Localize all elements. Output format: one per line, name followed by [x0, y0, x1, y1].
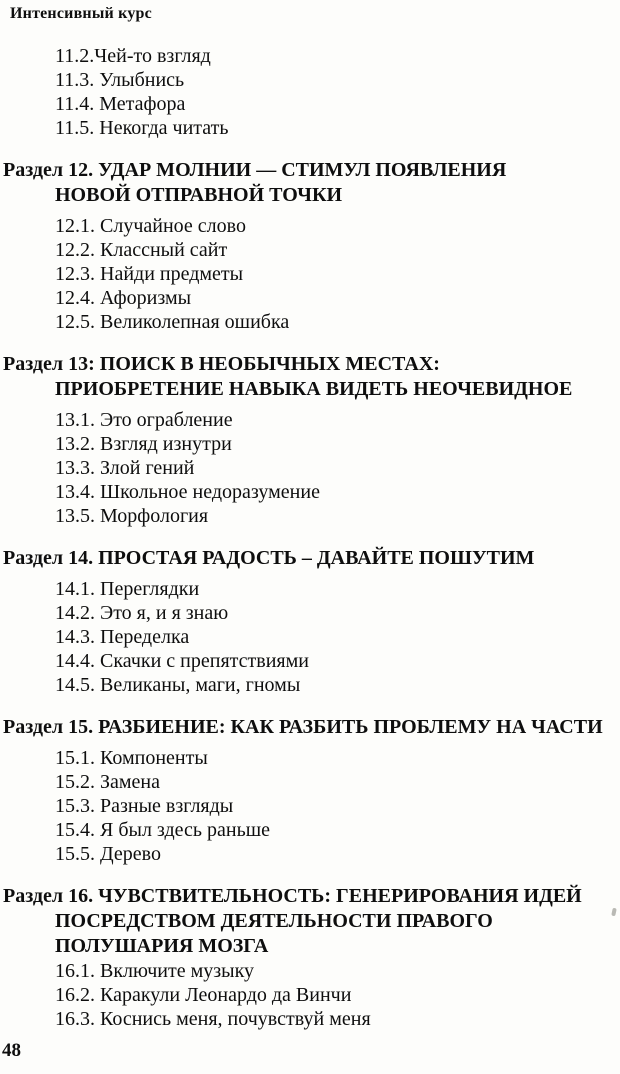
section-title-line: ПОСРЕДСТВОМ ДЕЯТЕЛЬНОСТИ ПРАВОГО — [55, 910, 493, 932]
section-item-list — [3, 577, 614, 697]
toc-item: 16.3. Коснись меня, почувствуй меня — [55, 1008, 371, 1030]
toc-item: 14.1. Переглядки — [55, 578, 200, 600]
scan-artifact — [611, 908, 617, 917]
toc-item: 13.5. Морфология — [55, 505, 209, 527]
toc-item: 15.4. Я был здесь раньше — [55, 819, 270, 841]
toc-item: 13.1. Это ограбление — [55, 409, 233, 431]
toc-item: 11.3. Улыбнись — [55, 69, 185, 91]
section-number: Раздел 12. — [3, 159, 94, 181]
toc-item: 12.5. Великолепная ошибка — [55, 311, 290, 333]
running-header: Интенсивный курс — [10, 5, 152, 22]
section-item-list — [3, 44, 614, 140]
toc-item: 15.2. Замена — [55, 771, 161, 793]
toc-section-12 — [3, 158, 614, 334]
toc-item: 15.5. Дерево — [55, 843, 161, 865]
toc-item: 13.2. Взгляд изнутри — [55, 433, 232, 455]
toc-item: 14.4. Скачки с препятствиями — [55, 650, 309, 672]
toc-item: 16.1. Включите музыку — [55, 960, 255, 982]
section-item-list — [3, 408, 614, 528]
section-item-list — [3, 746, 614, 866]
toc-section-16 — [3, 884, 614, 1031]
section-heading — [3, 715, 614, 740]
toc-section-14 — [3, 546, 614, 697]
section-title-line: ЧУВСТВИТЕЛЬНОСТЬ: ГЕНЕРИРОВАНИЯ ИДЕЙ — [98, 885, 582, 907]
toc-item: 12.2. Классный сайт — [55, 239, 228, 261]
toc-section-11 — [3, 44, 614, 140]
page-number: 48 — [2, 1040, 21, 1061]
toc-item: 12.1. Случайное слово — [55, 215, 246, 237]
toc-item: 11.4. Метафора — [55, 93, 186, 115]
section-title-line: ПРОСТАЯ РАДОСТЬ – ДАВАЙТЕ ПОШУТИМ — [98, 547, 535, 569]
section-number: Раздел 15. — [3, 716, 94, 738]
section-number: Раздел 16. — [3, 885, 94, 907]
section-number: Раздел 14. — [3, 547, 94, 569]
section-item-list — [3, 214, 614, 334]
toc-item: 15.3. Разные взгляды — [55, 795, 234, 817]
section-item-list — [3, 959, 614, 1031]
section-heading — [3, 546, 614, 571]
toc-item: 15.1. Компоненты — [55, 747, 208, 769]
toc-item: 12.3. Найди предметы — [55, 263, 244, 285]
toc-item: 14.3. Переделка — [55, 626, 190, 648]
section-title-line: УДАР МОЛНИИ — СТИМУЛ ПОЯВЛЕНИЯ — [98, 159, 507, 181]
toc-item: 13.4. Школьное недоразумение — [55, 481, 320, 503]
section-heading — [3, 884, 614, 959]
section-heading — [3, 352, 614, 402]
toc-item: 11.2.Чей-то взгляд — [55, 45, 211, 67]
toc-section-13 — [3, 352, 614, 528]
toc-section-15 — [3, 715, 614, 866]
section-title-line: ПОИСК В НЕОБЫЧНЫХ МЕСТАХ: — [99, 353, 440, 375]
toc-item: 13.3. Злой гений — [55, 457, 195, 479]
toc-item: 12.4. Афоризмы — [55, 287, 192, 309]
section-title-line: РАЗБИЕНИЕ: КАК РАЗБИТЬ ПРОБЛЕМУ НА ЧАСТИ — [98, 716, 603, 738]
section-title-line: НОВОЙ ОТПРАВНОЙ ТОЧКИ — [55, 184, 343, 206]
section-title-line: ПРИОБРЕТЕНИЕ НАВЫКА ВИДЕТЬ НЕОЧЕВИДНОЕ — [55, 378, 573, 400]
toc-item: 14.2. Это я, и я знаю — [55, 602, 229, 624]
toc-item: 11.5. Некогда читать — [55, 117, 229, 139]
section-title-line: ПОЛУШАРИЯ МОЗГА — [55, 935, 269, 957]
toc-item: 16.2. Каракули Леонардо да Винчи — [55, 984, 352, 1006]
toc-item: 14.5. Великаны, маги, гномы — [55, 674, 301, 696]
section-number: Раздел 13: — [3, 353, 95, 375]
section-heading — [3, 158, 614, 208]
